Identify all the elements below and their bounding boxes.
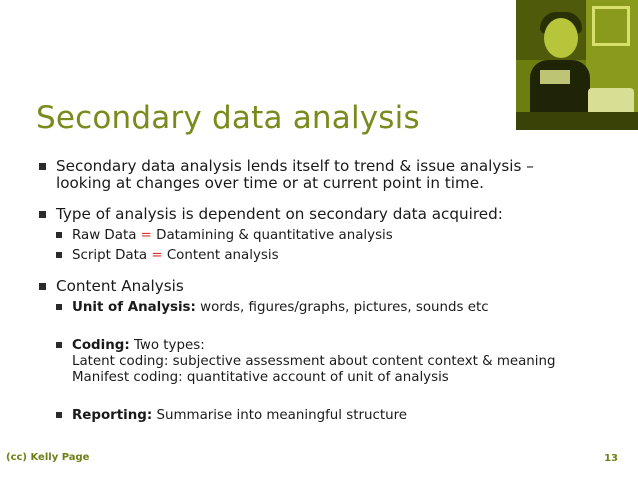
bullet-square-icon <box>39 211 46 218</box>
sub-bullet-square-icon <box>56 412 62 418</box>
sub-bullet-square-icon <box>56 252 62 258</box>
sub-bullet-text: Content analysis <box>162 248 279 263</box>
bullet-text-line: looking at changes over time or at current point in time. <box>56 174 484 192</box>
page-number: 13 <box>604 453 618 464</box>
sub-bullet-unit-of-analysis <box>36 300 616 316</box>
slide-title: Secondary data analysis <box>36 100 420 136</box>
photo-person-shirt <box>530 60 590 114</box>
bullet-trend-analysis <box>36 158 616 192</box>
sub-bullet-text-line: Latent coding: subjective assessment about content context & meaning <box>72 354 556 369</box>
bullet-square-icon <box>39 283 46 290</box>
sub-bullet-square-icon <box>56 232 62 238</box>
bullet-square-icon <box>39 163 46 170</box>
photo-table <box>516 112 638 130</box>
header-photo <box>516 0 638 130</box>
equals-sign: = <box>140 228 152 243</box>
photo-shirt-print <box>540 70 570 84</box>
sub-bullet-text: Two types: <box>129 338 205 353</box>
sub-bullet-text: words, figures/graphs, pictures, sounds etc <box>195 300 489 315</box>
sub-bullet-script-data <box>36 248 616 264</box>
bullet-content-analysis <box>36 278 616 295</box>
bullet-text: Type of analysis is dependent on secondary data acquired: <box>56 205 503 223</box>
sub-bullet-label: Unit of Analysis: <box>72 300 196 315</box>
footer-credit: (cc) Kelly Page <box>6 452 90 463</box>
sub-bullet-label: Coding: <box>72 338 130 353</box>
sub-bullet-square-icon <box>56 304 62 310</box>
photo-person-head <box>544 18 578 58</box>
slide-content <box>36 156 616 424</box>
equals-sign: = <box>151 248 163 263</box>
sub-bullet-text: Summarise into meaningful structure <box>152 408 408 423</box>
bullet-text-line: Secondary data analysis lends itself to trend & issue analysis – <box>56 157 534 175</box>
sub-bullet-text: Datamining & quantitative analysis <box>151 228 393 243</box>
sub-bullet-reporting <box>36 408 616 424</box>
sub-bullet-text-line: Manifest coding: quantitative account of unit of analysis <box>72 370 449 385</box>
sub-bullet-label: Raw Data <box>72 228 141 243</box>
bullet-type-of-analysis <box>36 206 616 223</box>
sub-bullet-coding <box>36 338 616 386</box>
bullet-text: Content Analysis <box>56 277 184 295</box>
photo-frame <box>592 6 630 46</box>
sub-bullet-square-icon <box>56 342 62 348</box>
sub-bullet-raw-data <box>36 228 616 244</box>
sub-bullet-label: Reporting: <box>72 408 153 423</box>
sub-bullet-label: Script Data <box>72 248 152 263</box>
